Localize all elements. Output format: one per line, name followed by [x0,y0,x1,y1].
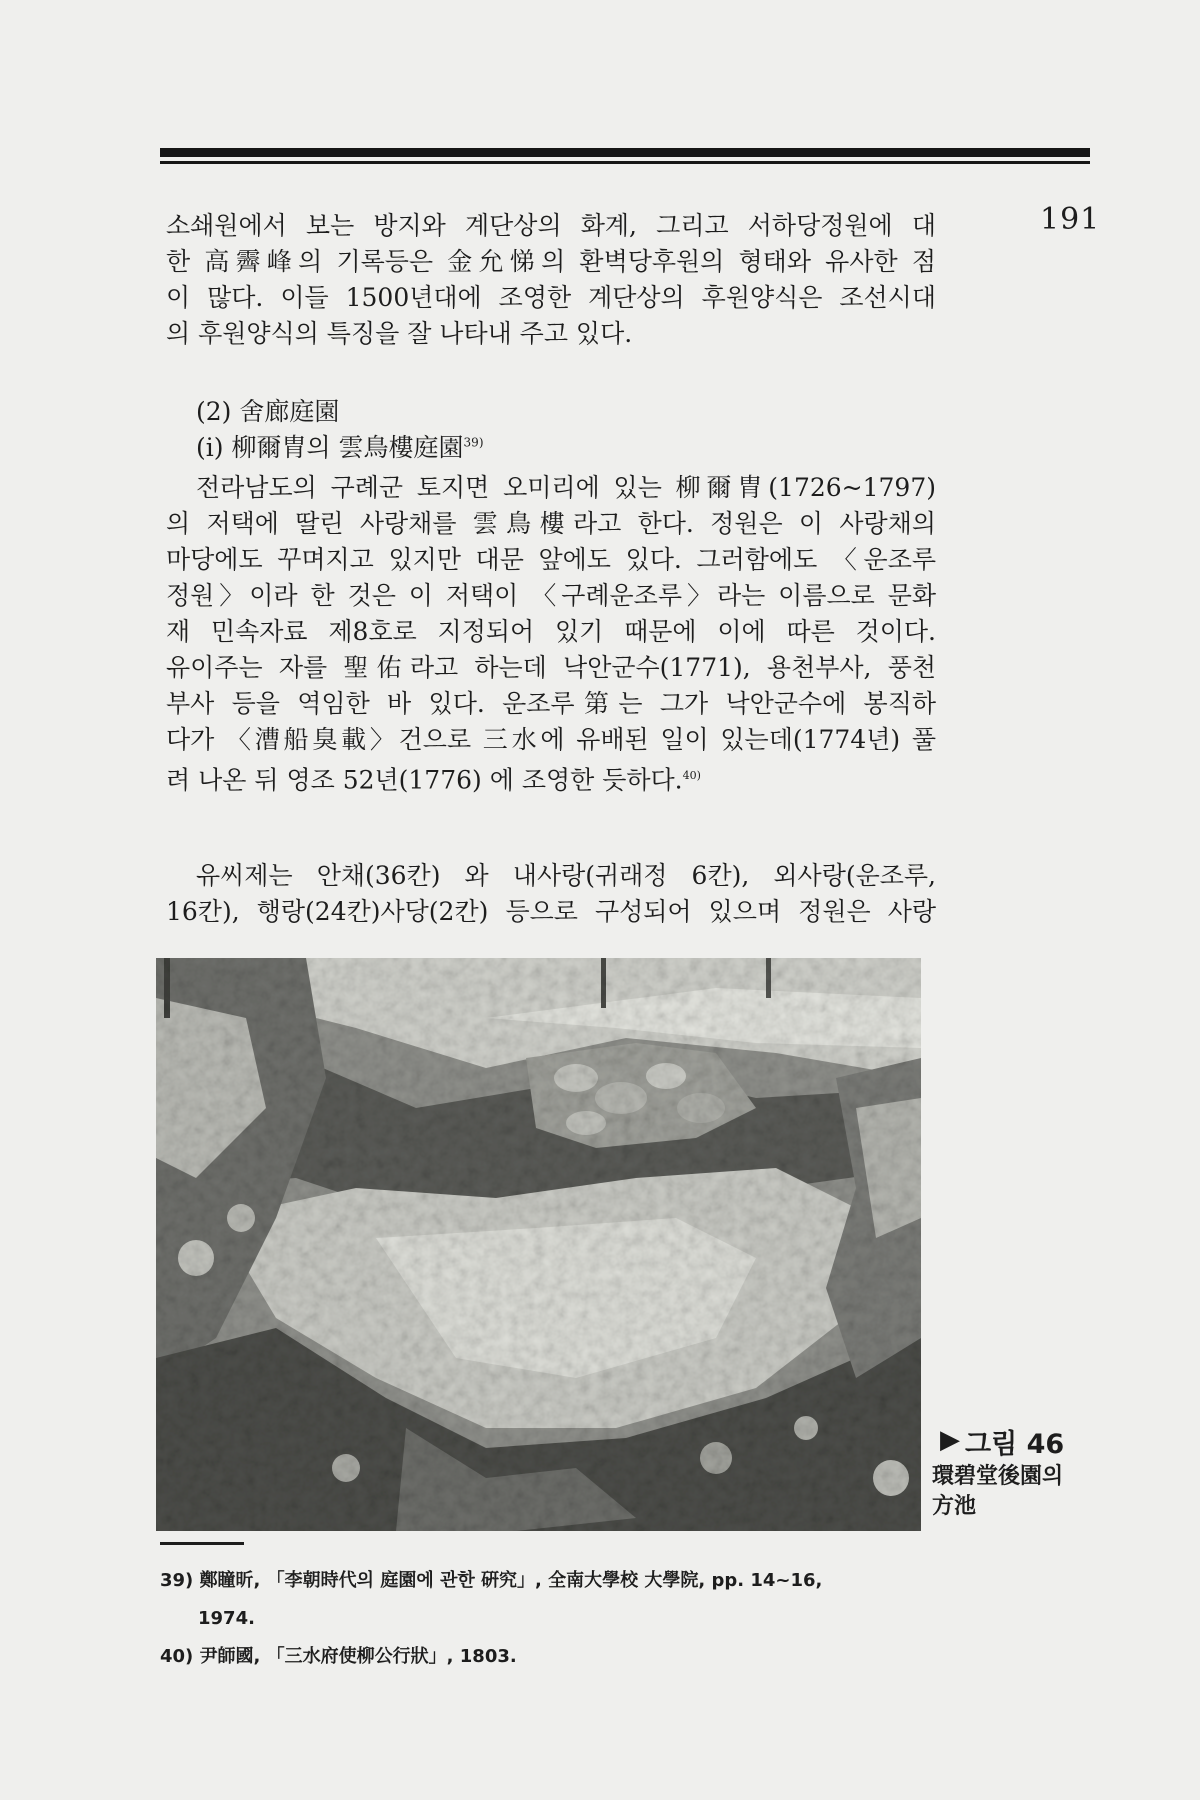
text-line: 부사 등을 역임한 바 있다. 운조루第는 그가 낙안군수에 봉직하 [166,689,936,718]
subsection-heading [196,428,484,464]
photo-illustration [156,958,921,1531]
footnotes [160,1562,940,1676]
text-line-content: 려 나온 뒤 영조 52년(1776) 에 조영한 듯하다. [166,765,683,795]
paragraph-1 [166,208,936,352]
footnote-rule [160,1542,244,1545]
text-line: 마당에도 꾸며지고 있지만 대문 앞에도 있다. 그러함에도 〈운조루 [166,545,936,574]
paragraph-2 [166,470,936,798]
footnote-ref: 39) [463,435,484,450]
text-line: 소쇄원에서 보는 방지와 계단상의 화계, 그리고 서하당정원에 대 [166,211,936,240]
play-triangle-icon: ▶ [940,1425,960,1455]
footnote-text: 鄭瞳昕, 「李朝時代의 庭園에 관한 硏究」, 全南大學校 大學院, pp. 14~16, [199,1570,823,1591]
text-line: 정원〉이라 한 것은 이 저택이 〈구례운조루〉라는 이름으로 문화 [166,581,936,610]
section-heading: (2) 舍廊庭園 [196,397,340,426]
footnote-mark: 39) [160,1570,194,1591]
text-line: 16칸), 행랑(24칸)사당(2칸) 등으로 구성되어 있으며 정원은 사랑 [166,897,936,926]
text-line: 의 저택에 딸린 사랑채를 雲鳥樓라고 한다. 정원은 이 사랑채의 [166,509,936,538]
footnote-continuation: 1974. [198,1608,255,1629]
paragraph-3 [166,858,936,930]
header-rule-thick [160,148,1090,157]
subsection-heading-text: (ⅰ) 柳爾胄의 雲鳥樓庭園 [196,433,464,462]
text-line: 한 高霽峰의 기록등은 金允悌의 환벽당후원의 형태와 유사한 점 [166,247,936,276]
text-line: 의 후원양식의 특징을 잘 나타내 주고 있다. [166,319,633,348]
footnote-ref: 40) [682,769,701,782]
header-rule-thin [160,161,1090,164]
text-line: 전라남도의 구례군 토지면 오미리에 있는 柳爾胄(1726~1797) [196,473,936,502]
text-line: 유이주는 자를 聖佑라고 하는데 낙안군수(1771), 용천부사, 풍천 [166,653,936,682]
text-line: 다가 〈漕船臭載〉건으로 三水에 유배된 일이 있는데(1774년) 풀 [166,725,936,754]
footnote-mark: 40) [160,1646,194,1667]
footnote-40 [160,1638,940,1676]
page-number: 191 [1040,202,1101,237]
text-line: 재 민속자료 제8호로 지정되어 있기 때문에 이에 따른 것이다. [166,617,936,646]
footnote-39 [160,1562,940,1600]
garden-pond-photo [156,958,921,1531]
figure-caption: 環碧堂後園의 方池 [932,1464,1064,1519]
figure-label: 그림 46 [965,1429,1065,1460]
text-line [166,758,936,798]
text-line: 이 많다. 이들 1500년대에 조영한 계단상의 후원양식은 조선시대 [166,283,936,312]
text-line: 유씨제는 안채(36칸) 와 내사랑(귀래정 6칸), 외사랑(운조루, [196,861,936,890]
footnote-text: 尹師國, 「三水府使柳公行狀」, 1803. [199,1646,517,1667]
